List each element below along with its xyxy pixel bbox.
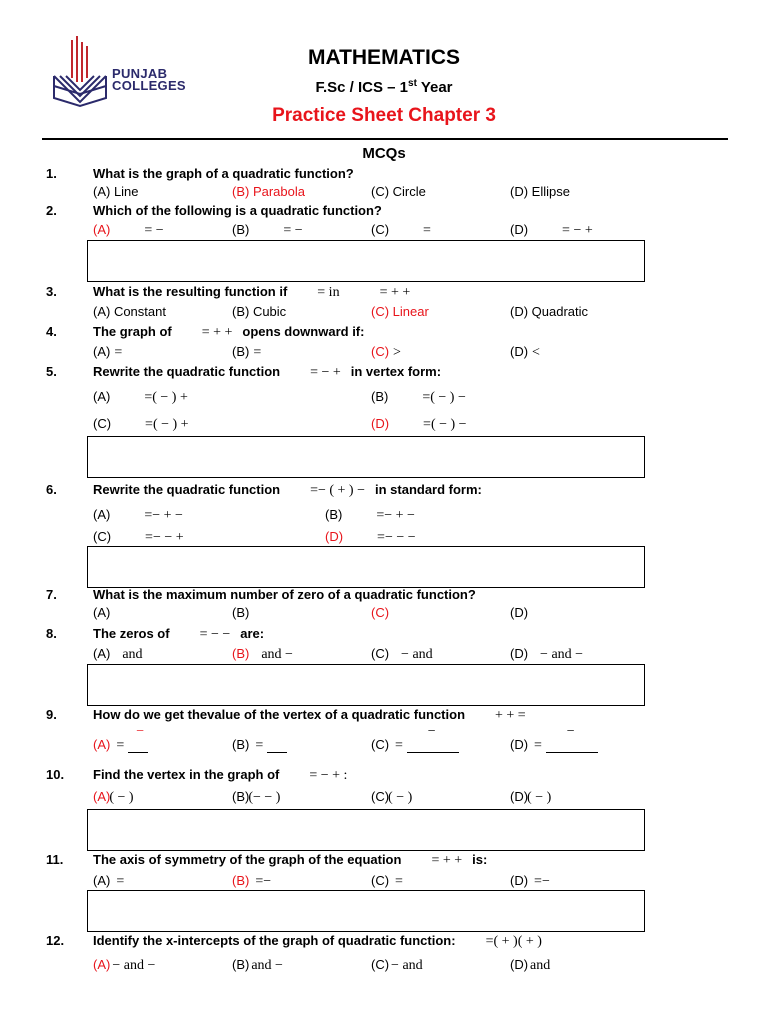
option-c[interactable] [371, 184, 426, 199]
option-label: (A) [93, 222, 111, 237]
question-math-mid: = − + : [309, 768, 348, 783]
question-text [93, 324, 364, 341]
question-text [93, 364, 441, 381]
doc-title: MATHEMATICS [307, 46, 461, 69]
option-label: (B) Cubic [232, 304, 287, 319]
option-math: =− [255, 874, 272, 889]
option-label: (A) [93, 737, 111, 752]
option-math: =− [534, 874, 550, 889]
sheet-title: Practice Sheet Chapter 3 [272, 105, 496, 126]
option-label: (D) [510, 737, 529, 752]
question-math-mid: =− ( + ) − [310, 483, 365, 498]
option-label: (B) [232, 344, 250, 359]
option-math: − and − [540, 647, 584, 662]
option-label: (B) [232, 646, 250, 661]
option-a[interactable] [93, 873, 124, 890]
question-math-mid: =( + )( + ) [485, 934, 542, 949]
question-text: What is the graph of a quadratic function? [93, 166, 354, 181]
option-math: = [395, 738, 403, 753]
option-math: and [122, 647, 143, 662]
fraction-numerator: − [566, 724, 575, 740]
fraction [267, 738, 287, 753]
option-label: (D) [371, 416, 390, 431]
question-text [93, 852, 487, 869]
option-label: (A) [93, 646, 111, 661]
option-c[interactable] [371, 304, 429, 319]
option-math: and − [251, 958, 283, 973]
question-number: 11. [46, 852, 64, 867]
option-label: (A) [93, 873, 111, 888]
question-text [93, 482, 482, 499]
option-label: (B) [325, 507, 343, 522]
option-math: ( − ) [109, 790, 134, 805]
question-number: 3. [46, 284, 57, 299]
answer-box[interactable] [87, 436, 645, 478]
subtitle-pre: F.Sc / ICS – 1 [315, 79, 409, 96]
option-a[interactable] [93, 646, 143, 663]
option-b[interactable] [232, 184, 305, 199]
question-text-b: are: [240, 626, 265, 641]
option-math: = [255, 738, 264, 753]
option-a[interactable] [93, 957, 155, 974]
option-d[interactable] [510, 789, 551, 806]
option-c[interactable] [371, 344, 401, 361]
option-label: (C) [371, 789, 390, 804]
logo-line2: COLLEGES [112, 78, 186, 93]
option-label: (C) [371, 605, 390, 620]
question-math-mid: = − − [199, 627, 231, 642]
question-number: 10. [46, 767, 65, 782]
option-label: (C) [93, 416, 112, 431]
answer-box[interactable] [87, 809, 645, 851]
question-text [93, 767, 357, 784]
option-a[interactable] [93, 304, 166, 319]
question-number: 6. [46, 482, 57, 497]
option-math: and [530, 958, 551, 973]
fraction [407, 724, 459, 753]
option-math: =− + − [144, 508, 183, 523]
option-math: < [532, 345, 540, 360]
option-math: = − [283, 223, 303, 238]
option-b[interactable] [232, 344, 261, 361]
question-text [93, 626, 264, 643]
question-number: 9. [46, 707, 57, 722]
question-text: Which of the following is a quadratic function? [93, 203, 382, 218]
subtitle-post: Year [416, 79, 453, 96]
question-text-a: The graph of [93, 324, 172, 339]
option-math: = [116, 738, 125, 753]
option-math: = [116, 874, 125, 889]
option-c[interactable] [371, 873, 403, 890]
option-b[interactable] [232, 957, 283, 974]
option-math: =− + − [376, 508, 415, 523]
option-d[interactable] [510, 222, 593, 239]
question-number: 2. [46, 203, 57, 218]
option-label: (A) [93, 507, 111, 522]
answer-box[interactable] [87, 546, 645, 588]
option-b[interactable] [232, 605, 249, 620]
option-c[interactable] [93, 416, 189, 433]
option-math: − and [401, 647, 433, 662]
fraction-numerator: − [136, 724, 145, 740]
option-math: − and − [112, 958, 156, 973]
option-label: (A) [93, 344, 111, 359]
question-text [93, 587, 476, 602]
option-c[interactable] [371, 646, 433, 663]
answer-box[interactable] [87, 890, 645, 932]
option-label: (A) [93, 389, 111, 404]
option-d[interactable] [510, 605, 528, 620]
question-text [93, 933, 552, 950]
option-math: ( − ) [388, 790, 413, 805]
question-number: 5. [46, 364, 57, 379]
option-label: (D) [510, 646, 529, 661]
option-c[interactable] [93, 529, 184, 546]
option-label: (D) [510, 605, 529, 620]
option-b[interactable] [371, 389, 466, 406]
option-c[interactable] [371, 222, 431, 239]
option-math: = − [144, 223, 164, 238]
question-math-end: + + = [495, 708, 526, 723]
question-text: What is the resulting function if [93, 284, 288, 299]
option-d[interactable] [510, 724, 598, 754]
option-a[interactable] [93, 344, 122, 361]
question-text-a: Rewrite the quadratic function [93, 364, 281, 379]
question-text-a: The zeros of [93, 626, 170, 641]
option-label: (D) [510, 222, 529, 237]
question-number: 1. [46, 166, 57, 181]
option-label: (D) [325, 529, 344, 544]
question-text [93, 203, 382, 218]
fraction-numerator: − [427, 724, 436, 740]
option-math: = [423, 223, 431, 238]
option-math: = [534, 738, 542, 753]
option-math: = [395, 874, 403, 889]
question-text-b: in standard form: [374, 482, 482, 497]
question-text-b: opens downward if: [242, 324, 365, 339]
question-number: 8. [46, 626, 57, 641]
option-label: (A) Line [93, 184, 139, 199]
option-label: (C) [371, 873, 390, 888]
option-d[interactable] [510, 873, 550, 890]
option-label: (C) [93, 529, 112, 544]
option-math: = [253, 345, 262, 360]
question-number: 12. [46, 933, 65, 948]
question-text-b: is: [472, 852, 488, 867]
subtitle-sup: st [408, 78, 417, 89]
question-text [93, 284, 410, 301]
option-math: =− − − [377, 530, 416, 545]
option-math: (− − ) [248, 790, 281, 805]
option-label: (B) [232, 737, 250, 752]
option-label: (D) [510, 873, 529, 888]
option-b[interactable] [232, 304, 286, 319]
option-math: > [393, 345, 401, 360]
option-label: (A) Constant [93, 304, 166, 319]
logo-line1: PUNJAB [112, 66, 168, 81]
option-label: (D) [510, 344, 529, 359]
option-label: (D) Ellipse [510, 184, 570, 199]
option-d[interactable] [325, 529, 416, 546]
option-label: (B) Parabola [232, 184, 305, 199]
question-text-a: Find the vertex in the graph of [93, 767, 280, 782]
option-b[interactable] [232, 737, 287, 754]
option-d[interactable] [510, 184, 570, 199]
answer-box[interactable] [87, 664, 645, 706]
option-d[interactable] [510, 646, 583, 663]
option-math: =( − ) − [423, 417, 467, 432]
option-d[interactable] [510, 344, 540, 361]
question-math-mid: = − + [310, 365, 341, 380]
option-label: (D) Quadratic [510, 304, 589, 319]
option-math: − and [391, 958, 423, 973]
option-label: (C) [371, 646, 390, 661]
option-math: =( − ) + [144, 390, 188, 405]
option-c[interactable] [371, 605, 389, 620]
option-label: (C) [371, 737, 390, 752]
header-divider [42, 138, 728, 140]
question-text [93, 707, 526, 724]
option-a[interactable] [93, 507, 183, 524]
option-a[interactable] [93, 389, 188, 406]
option-c[interactable] [371, 957, 423, 974]
question-number: 7. [46, 587, 57, 602]
question-text [93, 166, 354, 181]
question-math-end: = + + [379, 285, 411, 300]
option-math: =( − ) − [422, 390, 466, 405]
option-label: (B) [232, 873, 250, 888]
option-label: (B) [232, 789, 250, 804]
option-b[interactable] [232, 789, 280, 806]
fraction [546, 724, 598, 753]
option-d[interactable] [510, 957, 550, 974]
option-label: (D) [510, 789, 529, 804]
option-label: (B) [232, 222, 250, 237]
option-label: (A) [93, 957, 111, 972]
option-math: and − [261, 647, 293, 662]
option-c[interactable] [371, 724, 459, 754]
option-label: (B) [371, 389, 389, 404]
question-text-a: How do we get the [93, 707, 208, 722]
option-b[interactable] [232, 222, 303, 239]
option-a[interactable] [93, 222, 164, 239]
option-label: (C) [371, 344, 390, 359]
option-label: (C) [371, 222, 390, 237]
doc-subtitle [0, 78, 768, 96]
option-label: (A) [93, 605, 111, 620]
option-c[interactable] [371, 789, 412, 806]
question-number: 4. [46, 324, 57, 339]
option-math: = [114, 345, 123, 360]
option-label: (A) [93, 789, 111, 804]
option-math: =− − + [145, 530, 184, 545]
question-math-mid: = + + [431, 853, 463, 868]
section-title: MCQs [362, 145, 406, 162]
option-b[interactable] [325, 507, 415, 524]
option-d[interactable] [510, 304, 588, 319]
answer-box[interactable] [87, 240, 645, 282]
question-text-a: Identify the x-intercepts of the graph of quadratic function: [93, 933, 456, 948]
option-a[interactable] [93, 789, 134, 806]
option-a[interactable] [93, 724, 148, 754]
fraction [128, 724, 148, 753]
option-a[interactable] [93, 605, 110, 620]
option-label: (B) [232, 957, 250, 972]
question-math-mid: = + + [201, 325, 233, 340]
question-text-a: Rewrite the quadratic function [93, 482, 281, 497]
option-math: ( − ) [527, 790, 552, 805]
question-text: What is the maximum number of zero of a quadratic function? [93, 587, 476, 602]
option-label: (C) [371, 957, 390, 972]
question-text-b: value of the vertex of a quadratic function [207, 707, 466, 722]
question-text-a: The axis of symmetry of the graph of the equation [93, 852, 402, 867]
option-a[interactable] [93, 184, 139, 199]
question-math-mid: = in [317, 285, 340, 300]
option-math: = − + [562, 223, 593, 238]
option-d[interactable] [371, 416, 467, 433]
option-label: (B) [232, 605, 250, 620]
option-label: (D) [510, 957, 529, 972]
option-label: (C) Linear [371, 304, 429, 319]
option-math: =( − ) + [145, 417, 189, 432]
question-text-b: in vertex form: [350, 364, 442, 379]
option-b[interactable] [232, 646, 293, 663]
option-label: (C) Circle [371, 184, 426, 199]
option-b[interactable] [232, 873, 271, 890]
